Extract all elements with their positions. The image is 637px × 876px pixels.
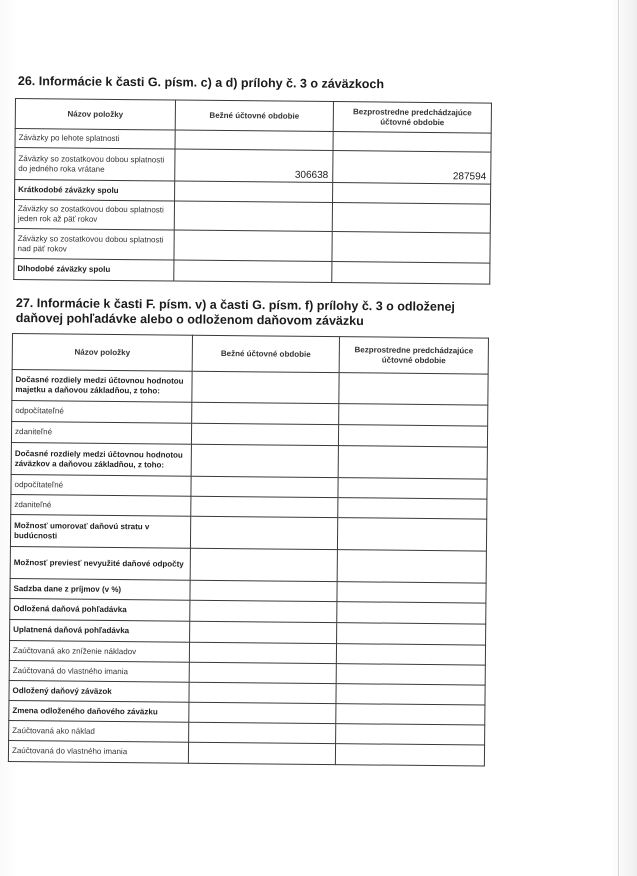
section-26-title: 26. Informácie k časti G. písm. c) a d) prílohy č. 3 o záväzkoch	[17, 74, 385, 92]
previous-period-cell	[336, 724, 485, 745]
column-header-previous-period: Bezprostredne predchádzajúce účtovné obdobie	[333, 102, 491, 134]
current-period-value	[174, 201, 332, 232]
section-27-title: 27. Informácie k časti F. písm. v) a časti G. písm. f) prílohy č. 3 o odloženej daňovej pohľadávke alebo o odloženom daňovom záväzku	[15, 296, 456, 329]
liabilities-table	[13, 98, 492, 285]
previous-period-value: 287594	[333, 151, 491, 185]
previous-period-cell	[337, 518, 486, 551]
table-row	[11, 442, 487, 479]
current-period-cell	[192, 402, 339, 424]
row-label: Dočasné rozdiely medzi účtovnou hodnotou záväzkov a daňovou základňou, z toho:	[11, 442, 191, 476]
previous-period-cell	[338, 446, 487, 479]
current-period-cell	[190, 621, 337, 643]
previous-period-cell	[335, 744, 484, 766]
previous-period-cell	[338, 425, 487, 447]
previous-period-cell	[336, 644, 485, 665]
table-row	[10, 546, 486, 583]
column-header-item-name: Názov položky	[12, 334, 192, 372]
current-period-value	[175, 130, 333, 151]
previous-period-cell	[337, 602, 486, 624]
row-label: Dlhodobé záväzky spolu	[14, 258, 174, 281]
previous-period-value	[333, 183, 491, 205]
row-label: Možnosť previesť nevyužité daňové odpočty	[10, 546, 190, 580]
row-label: Uplatnená daňová pohľadávka	[10, 619, 190, 642]
previous-period-cell	[336, 704, 485, 725]
previous-period-cell	[338, 478, 487, 499]
row-label: Dočasné rozdiely medzi účtovnou hodnotou majetku a daňovou základňou, z toho:	[12, 370, 192, 403]
current-period-cell	[189, 682, 336, 703]
row-label: Zaúčtovaná do vlastného imania	[9, 660, 189, 682]
row-label: odpočítateľné	[11, 474, 191, 496]
row-label: odpočítateľné	[12, 401, 192, 424]
table-row	[14, 200, 490, 234]
row-label: zdaniteľné	[11, 494, 191, 516]
row-label: Zaúčtovaná ako zníženie nákladov	[9, 640, 189, 662]
column-header-current-period: Bežné účtovné obdobie	[192, 335, 339, 372]
current-period-cell	[189, 702, 336, 723]
previous-period-cell	[338, 498, 487, 519]
previous-period-value	[332, 262, 490, 285]
table-row	[14, 258, 490, 284]
row-label: zdaniteľné	[11, 422, 191, 445]
column-header-previous-period: Bezprostredne predchádzajúce účtovné obdobie	[339, 337, 488, 374]
current-period-cell	[190, 516, 337, 549]
table-row	[10, 514, 486, 551]
column-header-item-name: Názov položky	[15, 99, 175, 131]
row-label: Krátkodobé záväzky spolu	[15, 180, 175, 202]
current-period-value	[174, 230, 332, 262]
row-label: Zmena odloženého daňového záväzku	[9, 700, 189, 722]
current-period-cell	[190, 548, 337, 581]
table-header-row	[12, 334, 488, 375]
row-label: Záväzky so zostatkovou dobou splatnosti nad päť rokov	[14, 228, 174, 260]
table-row	[14, 228, 490, 263]
row-label: Záväzky so zostatkovou dobou splatnosti do jedného roka vrátane	[15, 148, 175, 182]
previous-period-cell	[336, 664, 485, 685]
previous-period-value	[332, 232, 490, 264]
row-label: Zaúčtovaná do vlastného imania	[8, 740, 188, 763]
current-period-cell	[192, 371, 339, 403]
row-label: Odložený daňový záväzok	[9, 680, 189, 702]
current-period-cell	[191, 496, 338, 517]
current-period-cell	[190, 600, 337, 622]
table-header-row	[15, 99, 491, 134]
row-label: Záväzky so zostatkovou dobou splatnosti jeden rok až päť rokov	[14, 200, 174, 231]
current-period-value	[175, 181, 333, 203]
table-row	[12, 370, 488, 406]
previous-period-cell	[337, 582, 486, 603]
row-label: Odložená daňová pohľadávka	[10, 598, 190, 621]
previous-period-value	[333, 132, 491, 153]
previous-period-cell	[337, 623, 486, 645]
row-label: Sadzba dane z príjmov (v %)	[10, 578, 190, 600]
current-period-cell	[190, 580, 337, 601]
current-period-cell	[191, 476, 338, 497]
current-period-value	[174, 260, 332, 283]
deferred-tax-table	[8, 333, 489, 767]
current-period-cell	[189, 662, 336, 683]
current-period-value: 306638	[175, 149, 333, 183]
column-header-current-period: Bežné účtovné obdobie	[175, 100, 333, 132]
previous-period-cell	[339, 373, 488, 405]
previous-period-value	[332, 203, 490, 234]
page-edge-shadow	[618, 0, 619, 876]
table-row	[8, 740, 484, 766]
row-label: Možnosť umorovať daňovú stratu v budúcnosti	[10, 514, 190, 548]
previous-period-cell	[337, 550, 486, 583]
previous-period-cell	[336, 684, 485, 705]
current-period-cell	[189, 722, 336, 743]
table-row	[15, 148, 491, 185]
current-period-cell	[191, 423, 338, 445]
current-period-cell	[191, 444, 338, 477]
row-label: Záväzky po lehote splatnosti	[15, 129, 175, 150]
row-label: Zaúčtovaná ako náklad	[9, 720, 189, 742]
current-period-cell	[188, 742, 335, 764]
current-period-cell	[189, 642, 336, 663]
previous-period-cell	[339, 404, 488, 426]
